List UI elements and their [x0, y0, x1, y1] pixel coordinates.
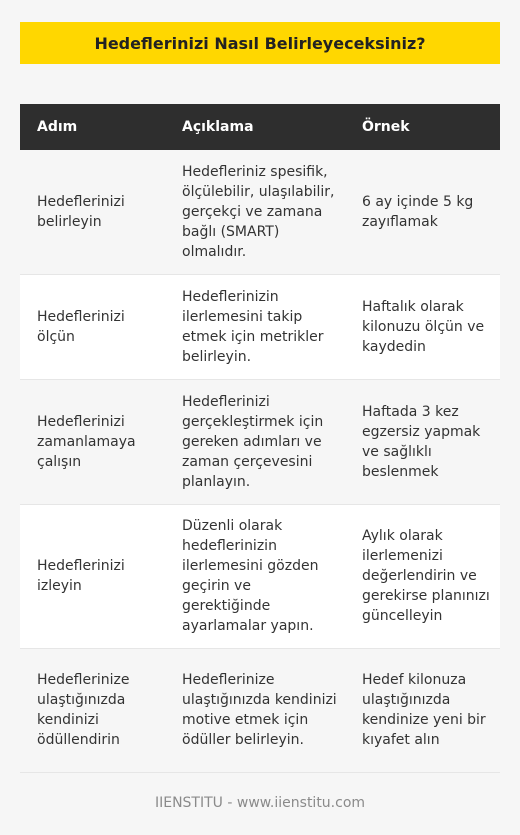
header-description: Açıklama — [182, 119, 254, 135]
header-example: Örnek — [362, 119, 410, 135]
table-row — [20, 379, 500, 504]
goals-table-container — [20, 104, 500, 773]
step-cell: Hedeflerinizi belirleyin — [37, 193, 125, 230]
table-row — [20, 504, 500, 648]
table-row — [20, 274, 500, 379]
table-header-row — [20, 104, 500, 150]
description-cell: Hedeflerinize ulaştığınızda kendinizi motive etmek için ödüller belirleyin. — [182, 672, 337, 748]
example-cell: Hedef kilonuza ulaştığınızda kendinize yeni bir kıyafet alın — [362, 672, 486, 748]
example-cell: Aylık olarak ilerlemenizi değerlendirin ve gerekirse planınızı güncelleyin — [362, 528, 490, 624]
step-cell: Hedeflerinizi izleyin — [37, 558, 125, 594]
table-row — [20, 150, 500, 274]
example-cell: 6 ay içinde 5 kg zayıflamak — [362, 193, 474, 230]
footer-credit: IIENSTITU - www.iienstitu.com — [154, 795, 366, 811]
description-cell: Hedefleriniz spesifik, ölçülebilir, ulaşılabilir, gerçekçi ve zamana bağlı (SMART) olmalıdır. — [182, 163, 335, 260]
header-step: Adım — [37, 119, 78, 135]
example-cell: Haftada 3 kez egzersiz yapmak ve sağlıklı beslenmek — [362, 403, 481, 480]
description-cell: Hedeflerinizin ilerlemesini takip etmek için metrikler belirleyin. — [182, 288, 324, 365]
step-cell: Hedeflerinizi zamanlamaya çalışın — [37, 413, 136, 470]
goals-table — [20, 104, 500, 773]
step-cell: Hedeflerinize ulaştığınızda kendinizi ödüllendirin — [37, 672, 130, 748]
step-cell: Hedeflerinizi ölçün — [37, 308, 125, 345]
table-row — [20, 648, 500, 772]
page-title: Hedeflerinizi Nasıl Belirleyeceksiniz? — [20, 22, 500, 64]
example-cell: Haftalık olarak kilonuzu ölçün ve kaydedin — [362, 298, 485, 355]
description-cell: Düzenli olarak hedeflerinizin ilerlemesini gözden geçirin ve gerektiğinde ayarlamalar yapın. — [182, 518, 319, 634]
description-cell: Hedeflerinizi gerçekleştirmek için gereken adımları ve zaman çerçevesini planlayın. — [182, 393, 324, 490]
